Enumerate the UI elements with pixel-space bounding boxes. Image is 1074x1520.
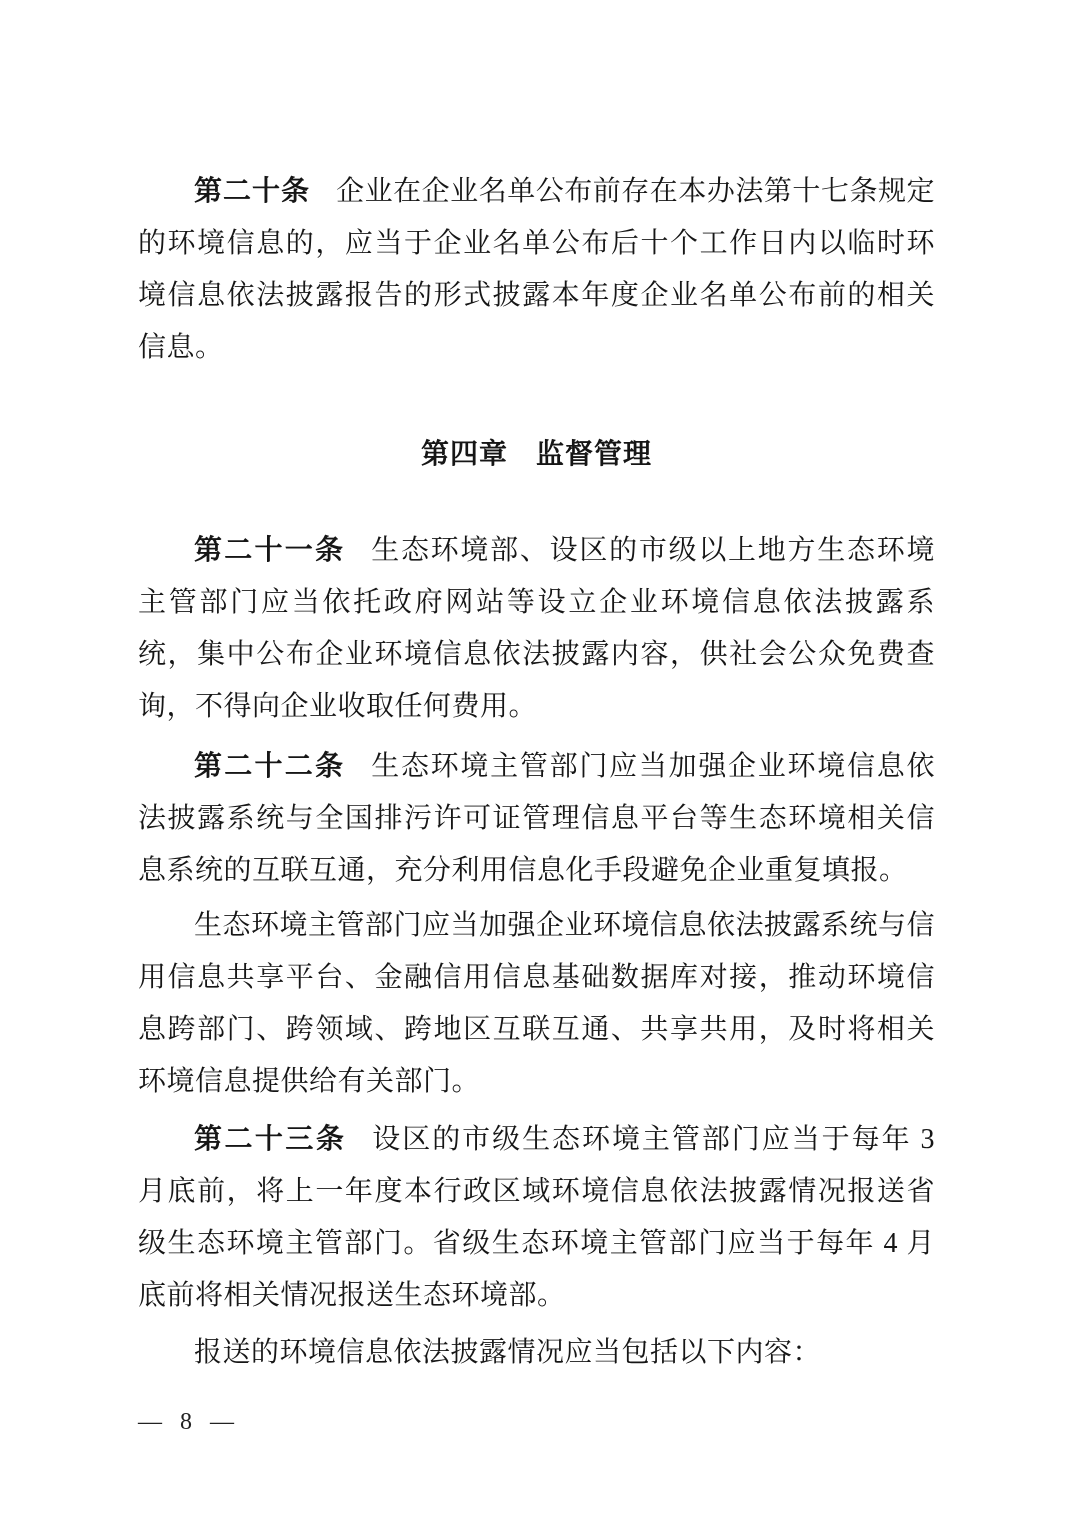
article-21-paragraph [138, 524, 935, 733]
closing-line-paragraph [138, 1327, 935, 1379]
article-22-text: 生态环境主管部门应当加强企业环境信息依法披露系统与全国排污许可证管理信息平台等生态环境相关信息系统的互联互通，充分利用信息化手段避免企业重复填报。 [138, 751, 935, 886]
article-22-paragraph [138, 740, 935, 897]
article-23-number: 第二十三条 [194, 1123, 347, 1154]
chapter-title: 监督管理 [536, 438, 653, 469]
page-number: — 8 — [138, 1409, 240, 1435]
article-22-number: 第二十二条 [194, 750, 346, 781]
article-23-paragraph [138, 1113, 935, 1322]
article-21-text: 生态环境部、设区的市级以上地方生态环境主管部门应当依托政府网站等设立企业环境信息依法披露系统，集中公布企业环境信息依法披露内容，供社会公众免费查询，不得向企业收取任何费用。 [138, 535, 935, 722]
article-20-number: 第二十条 [194, 175, 311, 206]
article-21-number: 第二十一条 [194, 534, 346, 565]
article-22-second-paragraph-text: 生态环境主管部门应当加强企业环境信息依法披露系统与信用信息共享平台、金融信用信息基础数据库对接，推动环境信息跨部门、跨领域、跨地区互联互通、共享共用，及时将相关环境信息提供给有关部门。 [138, 910, 936, 1097]
chapter-heading [138, 428, 935, 480]
article-20-paragraph [138, 165, 935, 374]
article-20-text: 企业在企业名单公布前存在本办法第十七条规定的环境信息的，应当于企业名单公布后十个工作日内以临时环境信息依法披露报告的形式披露本年度企业名单公布前的相关信息。 [138, 176, 935, 363]
closing-line-text: 报送的环境信息依法披露情况应当包括以下内容： [194, 1337, 822, 1368]
article-22-second-paragraph [138, 900, 935, 1108]
chapter-number: 第四章 [420, 438, 508, 469]
article-23-text: 设区的市级生态环境主管部门应当于每年 3 月底前，将上一年度本行政区域环境信息依法披露情况报送省级生态环境主管部门。省级生态环境主管部门应当于每年 4 月底前将相关情况报送生态环境部。 [138, 1124, 935, 1311]
